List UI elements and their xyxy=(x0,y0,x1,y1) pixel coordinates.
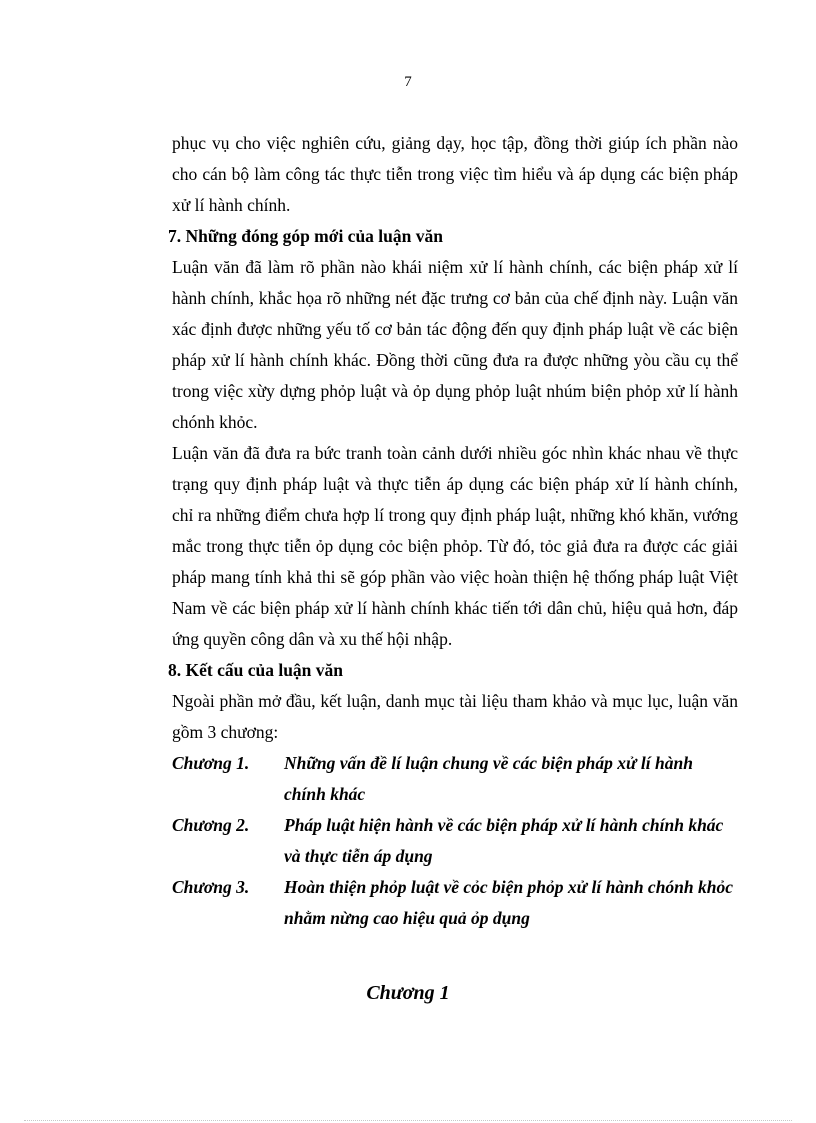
paragraph-structure: Ngoài phần mở đầu, kết luận, danh mục tài liệu tham khảo và mục lục, luận văn gồm 3 chương: xyxy=(172,691,738,742)
chapter-number: Chương 3. xyxy=(172,877,250,897)
chapter-list-item xyxy=(172,810,738,872)
chapter-number: Chương 1. xyxy=(172,753,250,773)
chapter-heading: Chương 1 xyxy=(366,982,450,1004)
paragraph-intro-continued: phục vụ cho việc nghiên cứu, giảng dạy, học tập, đồng thời giúp ích phần nào cho cán bộ làm công tác thực tiễn trong việc tìm hiểu và áp dụng các biện pháp xử lí hành chính. xyxy=(172,133,738,215)
chapter-title: Những vấn đề lí luận chung về các biện pháp xử lí hành chính khác xyxy=(284,753,693,804)
chapter-title: Hoàn thiện phỏp luật về cỏc biện phỏp xử lí hành chónh khỏc nhằm nừng cao hiệu quả ỏp dụng xyxy=(284,877,734,928)
section-heading-7: 7. Những đóng góp mới của luận văn xyxy=(168,226,443,246)
chapter-number: Chương 2. xyxy=(172,815,250,835)
page-body xyxy=(168,128,738,934)
chapter-list-item xyxy=(172,872,738,934)
chapter-title: Pháp luật hiện hành về các biện pháp xử lí hành chính khác và thực tiễn áp dụng xyxy=(284,815,724,866)
paragraph-contributions-2: Luận văn đã đưa ra bức tranh toàn cảnh dưới nhiều góc nhìn khác nhau về thực trạng quy định pháp luật và thực tiễn áp dụng các biện pháp xử lí hành chính, chỉ ra những điểm chưa hợp lí trong quy định pháp luật, những khó khăn, vướng mắc trong thực tiễn ỏp dụng cỏc biện phỏp. Từ đó, tỏc giả đưa ra được các giải pháp mang tính khả thi sẽ góp phần vào việc hoàn thiện hệ thống pháp luật Việt Nam về các biện pháp xử lí hành chính khác tiến tới dân chủ, hiệu quả hơn, đáp ứng quyền công dân và xu thế hội nhập. xyxy=(172,443,738,649)
section-heading-8: 8. Kết cấu của luận văn xyxy=(168,660,344,680)
page-bottom-divider xyxy=(24,1120,792,1121)
page-number: 7 xyxy=(404,74,412,90)
paragraph-contributions-1: Luận văn đã làm rõ phần nào khái niệm xử lí hành chính, các biện pháp xử lí hành chính, khắc họa rõ những nét đặc trưng cơ bản của chế định này. Luận văn xác định được những yếu tố cơ bản tác động đến quy định pháp luật về các biện pháp xử lí hành chính khác. Đồng thời cũng đưa ra được những yòu cầu cụ thể trong việc xừy dựng phỏp luật và ỏp dụng phỏp luật nhúm biện phỏp xử lí hành chónh khỏc. xyxy=(172,257,738,432)
chapter-list-item xyxy=(172,748,738,810)
